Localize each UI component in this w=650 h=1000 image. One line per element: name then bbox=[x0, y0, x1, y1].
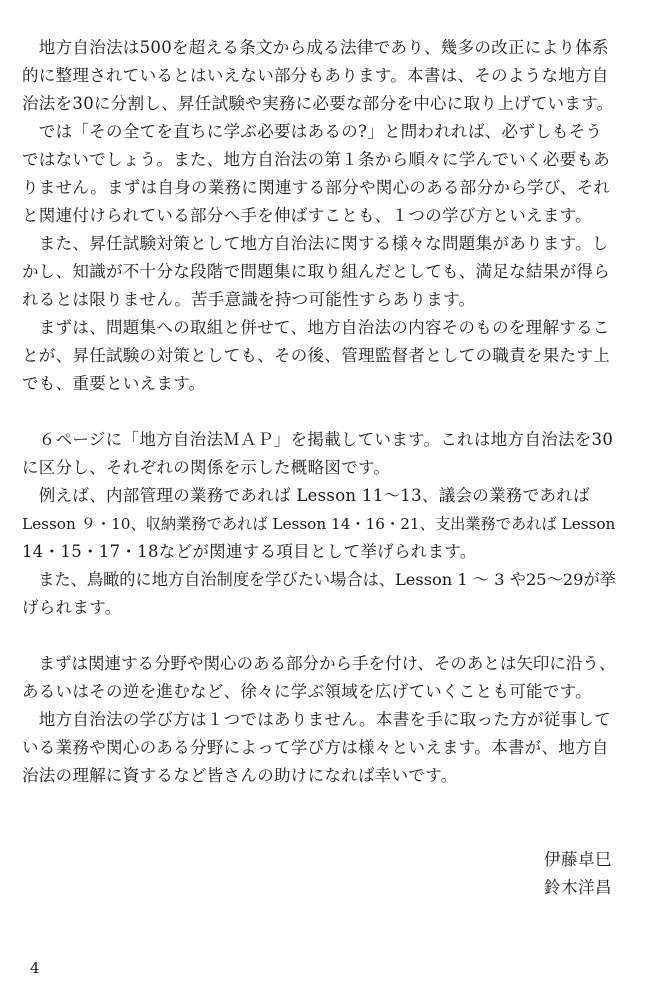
text-line: 的に整理されているとはいえない部分もあります。本書は、そのような地方自 bbox=[22, 66, 609, 85]
text-line: また、鳥瞰的に地方自治制度を学びたい場合は、Lesson 1 〜 3 や25〜29が挙 bbox=[22, 570, 616, 589]
text-line: では「その全てを直ちに学ぶ必要はあるの?」と問われれば、必ずしもそう bbox=[22, 122, 603, 141]
text-line: ６ページに「地方自治法ＭＡＰ」を掲載しています。これは地方自治法を30 bbox=[22, 430, 614, 449]
text-line: でも、重要といえます。 bbox=[22, 374, 206, 393]
author-name-1: 伊藤卓巳 bbox=[544, 850, 612, 869]
text-line: かし、知識が不十分な段階で問題集に取り組んだとしても、満足な結果が得ら bbox=[22, 262, 610, 281]
text-line: りません。まずは自身の業務に関連する部分や関心のある部分から学び、それ bbox=[22, 178, 611, 197]
author-name-2: 鈴木洋昌 bbox=[544, 878, 612, 897]
text-line: げられます。 bbox=[22, 598, 122, 617]
text-line: と関連付けられている部分へ手を伸ばすことも、１つの学び方といえます。 bbox=[22, 206, 592, 225]
text-line: 地方自治法の学び方は１つではありません。本書を手に取った方が従事して bbox=[22, 710, 611, 729]
text-line: 例えば、内部管理の業務であれば Lesson 11〜13、議会の業務であれば bbox=[22, 486, 590, 505]
text-line: 治法を30に分割し、昇任試験や実務に必要な部分を中心に取り上げています。 bbox=[22, 94, 614, 113]
text-line: あるいはその逆を進むなど、徐々に学ぶ領域を広げていくことも可能です。 bbox=[22, 682, 592, 701]
text-line: とが、昇任試験の対策としても、その後、管理監督者としての職責を果たす上 bbox=[22, 346, 610, 365]
text-line: 14・15・17・18などが関連する項目として挙げられます。 bbox=[22, 542, 477, 561]
text-line: まずは、問題集への取組と併せて、地方自治法の内容そのものを理解するこ bbox=[22, 318, 610, 337]
text-line: れるとは限りません。苦手意識を持つ可能性すらあります。 bbox=[22, 290, 476, 309]
preface-section-2 bbox=[22, 426, 622, 622]
preface-section-1 bbox=[22, 34, 622, 398]
text-line: また、昇任試験対策として地方自治法に関する様々な問題集があります。し bbox=[22, 234, 609, 253]
text-line: 地方自治法は500を超える条文から成る法律であり、幾多の改正により体系 bbox=[22, 38, 609, 57]
page-number: 4 bbox=[30, 959, 40, 977]
text-line: に区分し、それぞれの関係を示した概略図です。 bbox=[22, 458, 391, 477]
text-line: いる業務や関心のある分野によって学び方は様々といえます。本書が、地方自 bbox=[22, 738, 609, 757]
text-line: まずは関連する分野や関心のある部分から手を付け、そのあとは矢印に沿う、 bbox=[22, 654, 616, 673]
author-signature bbox=[544, 846, 612, 902]
text-line: 治法の理解に資するなど皆さんの助けになれば幸いです。 bbox=[22, 766, 458, 785]
preface-section-3 bbox=[22, 650, 622, 790]
text-line: Lesson ９・10、収納業務であれば Lesson 14・16・21、支出業務であれば Lesson bbox=[22, 515, 616, 533]
text-line: ではないでしょう。また、地方自治法の第１条から順々に学んでいく必要もあ bbox=[22, 150, 610, 169]
